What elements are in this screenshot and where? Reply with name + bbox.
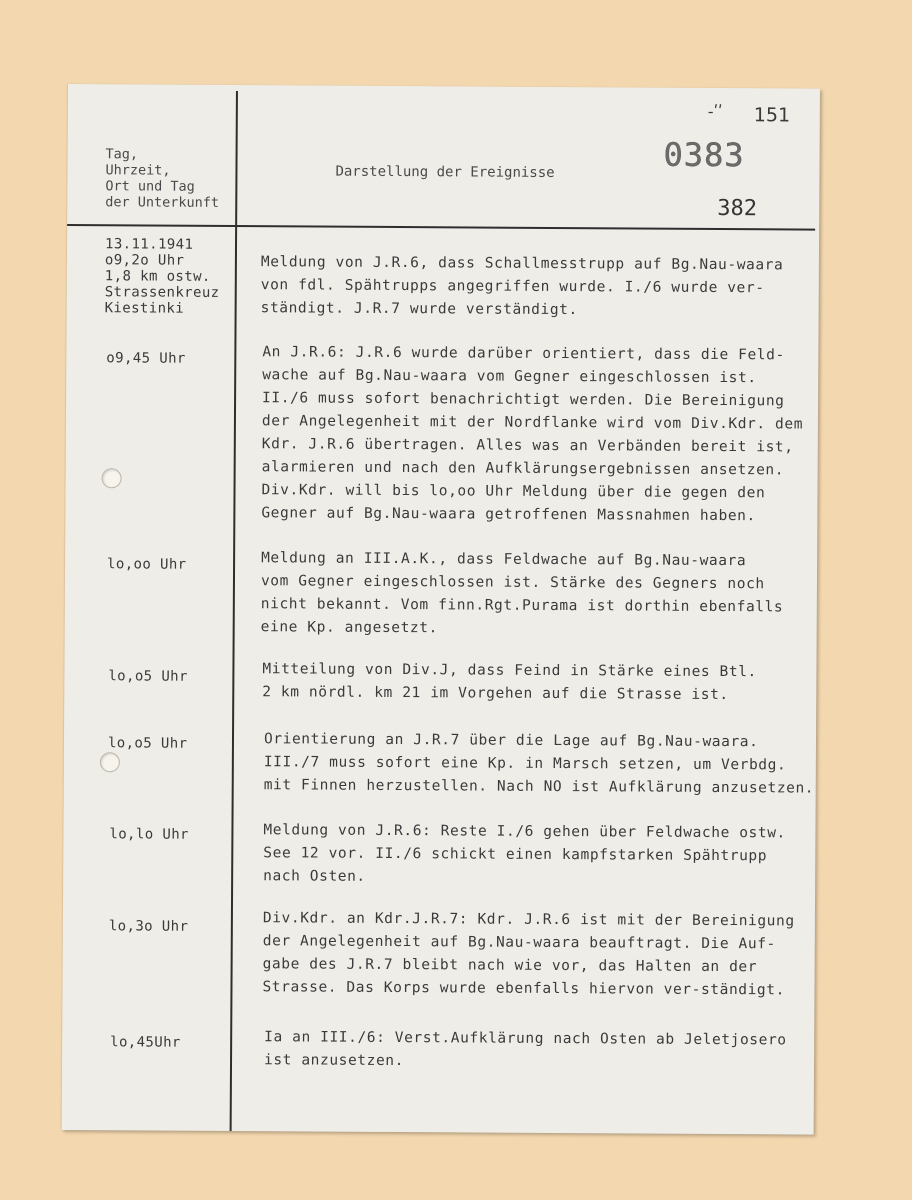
entry-time: Strassenkreuz bbox=[104, 284, 220, 301]
entry-time: o9,2o Uhr bbox=[104, 252, 185, 269]
entry-text: ist anzusetzen. bbox=[263, 1052, 405, 1070]
stamp-folio-small: 382 bbox=[717, 195, 758, 222]
stamp-folio-large: 0383 bbox=[663, 135, 745, 175]
entry-text: gabe des J.R.7 bleibt nach wie vor, das Halten an der bbox=[262, 956, 758, 976]
header-left-line: Tag, bbox=[105, 146, 139, 163]
entry-text: alarmieren und nach den Aufklärungsergebnissen ansetzen. bbox=[261, 459, 785, 479]
entry-text: Meldung an III.A.K., dass Feldwache auf Bg.Nau-waara bbox=[261, 550, 747, 570]
entry-text: III./7 muss sofort eine Kp. in Marsch setzen, um Verbdg. bbox=[263, 754, 787, 774]
entry-time: lo,lo Uhr bbox=[109, 826, 189, 843]
document-page bbox=[62, 84, 820, 1135]
entry-text: wache auf Bg.Nau-waara vom Gegner eingeschlossen ist. bbox=[262, 367, 757, 387]
entry-time: lo,o5 Uhr bbox=[108, 668, 188, 685]
entry-text: II./6 muss sofort benachrichtigt werden. Die Bereinigung bbox=[262, 390, 785, 410]
entry-text: von fdl. Spähtrupps angegriffen wurde. I./6 wurde ver- bbox=[260, 277, 765, 297]
stamp-page-number: 151 bbox=[753, 104, 791, 127]
entry-text: mit Finnen herzustellen. Nach NO ist Aufklärung anzusetzen. bbox=[263, 777, 815, 797]
entry-text: Kdr. J.R.6 übertragen. Alles was an Verbänden bereit ist, bbox=[261, 436, 794, 456]
entry-time: lo,o5 Uhr bbox=[107, 735, 188, 752]
entry-text: Gegner auf Bg.Nau-waara getroffenen Massnahmen haben. bbox=[261, 505, 756, 525]
entry-text: nicht bekannt. Vom finn.Rgt.Purama ist dorthin ebenfalls bbox=[260, 596, 784, 616]
header-title: Darstellung der Ereignisse bbox=[335, 163, 555, 181]
entry-text: 2 km nördl. km 21 im Vorgehen auf die Strasse ist. bbox=[262, 684, 729, 704]
entry-text: eine Kp. angesetzt. bbox=[260, 619, 438, 637]
entry-text: Div.Kdr. an Kdr.J.R.7: Kdr. J.R.6 ist mit der Bereinigung bbox=[262, 910, 795, 930]
entry-time: o9,45 Uhr bbox=[106, 350, 186, 367]
header-left-line: der Unterkunft bbox=[105, 194, 220, 211]
entry-text: der Angelegenheit mit der Nordflanke wird vom Div.Kdr. dem bbox=[261, 413, 804, 433]
entry-time: Kiestinki bbox=[104, 300, 185, 317]
entry-text: Div.Kdr. will bis lo,oo Uhr Meldung über die gegen den bbox=[261, 482, 766, 502]
entry-time: 1,8 km ostw. bbox=[104, 268, 211, 285]
punch-hole bbox=[102, 468, 122, 488]
entry-text: vom Gegner eingeschlossen ist. Stärke des Gegners noch bbox=[260, 573, 765, 593]
entry-time: 13.11.1941 bbox=[104, 236, 194, 253]
entry-text: Mitteilung von Div.J, dass Feind in Stärke eines Btl. bbox=[262, 661, 757, 681]
entry-text: Strasse. Das Korps wurde ebenfalls hiervon ver-ständigt. bbox=[262, 979, 785, 999]
entry-text: See 12 vor. II./6 schickt einen kampfstarken Spähtrupp bbox=[263, 845, 768, 865]
punch-hole bbox=[100, 752, 120, 772]
header-left-line: Ort und Tag bbox=[105, 178, 195, 195]
entry-text: An J.R.6: J.R.6 wurde darüber orientiert, dass die Feld- bbox=[262, 344, 785, 364]
entry-time: lo,45Uhr bbox=[110, 1034, 181, 1051]
entry-time: lo,oo Uhr bbox=[107, 556, 187, 573]
header-rule bbox=[67, 224, 815, 231]
entry-text: Meldung von J.R.6: Reste I./6 gehen über Feldwache ostw. bbox=[263, 822, 786, 842]
stamp-mark: -ʹʹ bbox=[707, 101, 723, 121]
entry-text: ständigt. J.R.7 wurde verständigt. bbox=[260, 300, 578, 319]
entry-text: nach Osten. bbox=[263, 868, 366, 885]
entry-text: Orientierung an J.R.7 über die Lage auf Bg.Nau-waara. bbox=[263, 731, 759, 751]
header-left-line: Uhrzeit, bbox=[105, 162, 171, 179]
entry-text: Ia an III./6: Verst.Aufklärung nach Osten ab Jeletjosero bbox=[264, 1029, 787, 1049]
entry-text: der Angelegenheit auf Bg.Nau-waara beauftragt. Die Auf- bbox=[262, 933, 776, 953]
entry-time: lo,3o Uhr bbox=[108, 918, 189, 935]
column-divider bbox=[230, 91, 238, 1131]
entry-text: Meldung von J.R.6, dass Schallmesstrupp auf Bg.Nau-waara bbox=[260, 254, 784, 274]
